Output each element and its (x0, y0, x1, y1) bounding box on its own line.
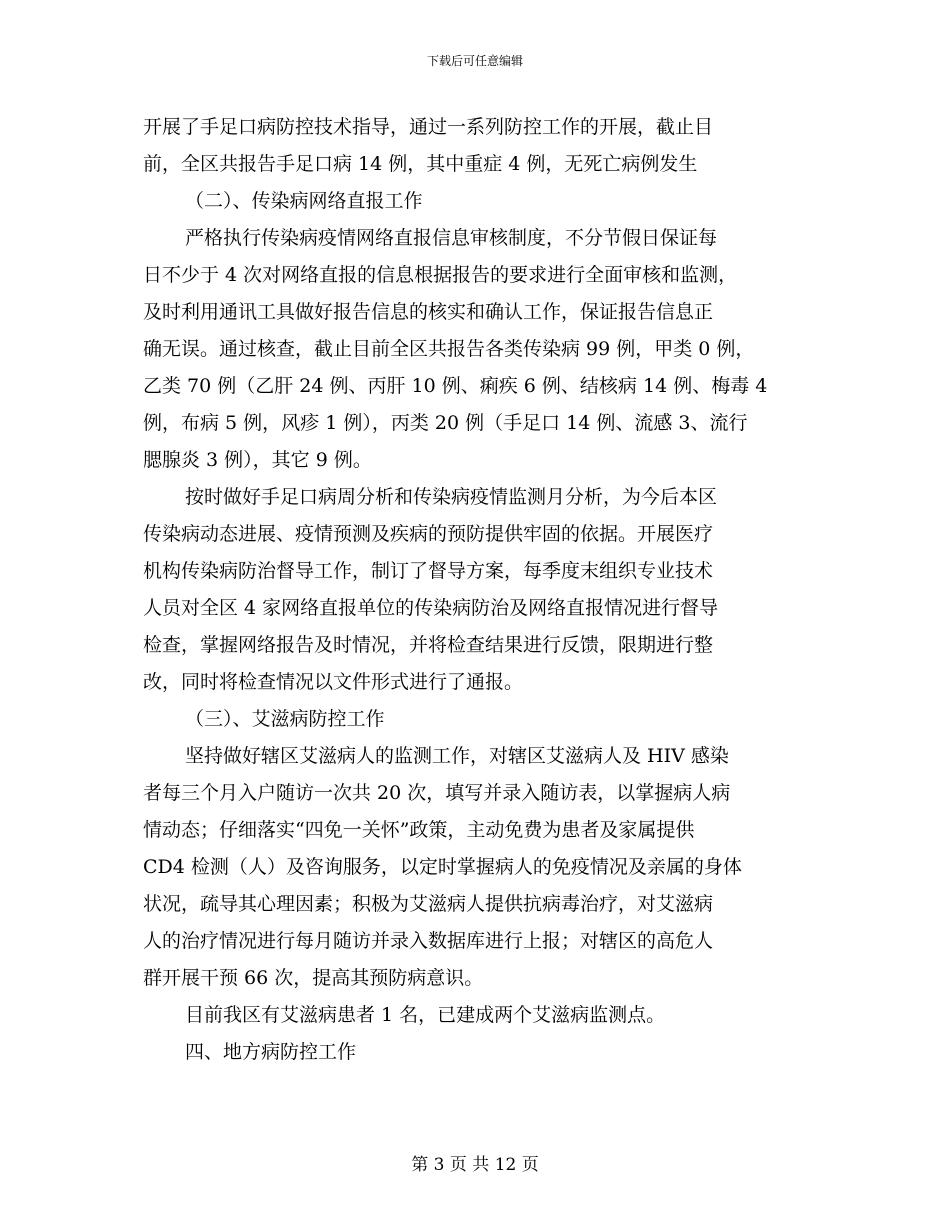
text-line: 确无误。通过核查，截止目前全区共报告各类传染病 99 例，甲类 0 例， (143, 338, 755, 360)
text-line: 日不少于 4 次对网络直报的信息根据报告的要求进行全面审核和监测， (143, 264, 738, 286)
text-line: 及时利用通讯工具做好报告信息的核实和确认工作，保证报告信息正 (143, 301, 714, 323)
text-line: 乙类 70 例（乙肝 24 例、丙肝 10 例、痢疾 6 例、结核病 14 例、梅毒 4 (143, 375, 768, 397)
text-line: 传染病动态进展、疫情预测及疾病的预防提供牢固的依据。开展医疗 (143, 523, 714, 545)
page-footer: 第 3 页 共 12 页 (411, 1155, 539, 1175)
text-line: 检查，掌握网络报告及时情况，并将检查结果进行反馈，限期进行整 (143, 634, 714, 656)
text-line: 群开展干预 66 次，提高其预防病意识。 (143, 967, 484, 989)
text-line: （二）、传染病网络直报工作 (185, 190, 423, 212)
text-line: 开展了手足口病防控技术指导，通过一系列防控工作的开展，截止目 (143, 116, 714, 138)
text-line: 者每三个月入户随访一次共 20 次，填写并录入随访表，以掌握病人病 (143, 782, 731, 804)
document-body (143, 109, 809, 1071)
text-line: 人员对全区 4 家网络直报单位的传染病防治及网络直报情况进行督导 (143, 597, 719, 619)
text-line: 目前我区有艾滋病患者 1 名，已建成两个艾滋病监测点。 (185, 1004, 666, 1026)
text-line: 腮腺炎 3 例），其它 9 例。 (143, 449, 372, 471)
text-line: CD4 检测（人）及咨询服务，以定时掌握病人的免疫情况及亲属的身体 (143, 856, 742, 878)
text-line: 机构传染病防治督导工作，制订了督导方案，每季度末组织专业技术 (143, 560, 714, 582)
text-line: 四、地方病防控工作 (185, 1041, 357, 1063)
text-line: 状况，疏导其心理因素；积极为艾滋病人提供抗病毒治疗，对艾滋病 (143, 893, 714, 915)
text-line: 改，同时将检查情况以文件形式进行了通报。 (143, 671, 524, 693)
text-line: 情动态；仔细落实“四免一关怀”政策，主动免费为患者及家属提供 (143, 819, 695, 841)
text-line: （三）、艾滋病防控工作 (185, 708, 385, 730)
text-line: 人的治疗情况进行每月随访并录入数据库进行上报；对辖区的高危人 (143, 930, 714, 952)
text-line: 例，布病 5 例，风疹 1 例），丙类 20 例（手足口 14 例、流感 3、流行 (143, 412, 748, 434)
page-header: 下载后可任意编辑 (426, 54, 523, 68)
text-line: 前，全区共报告手足口病 14 例，其中重症 4 例，无死亡病例发生 (143, 153, 698, 175)
text-line: 严格执行传染病疫情网络直报信息审核制度，不分节假日保证每 (185, 227, 718, 249)
text-line: 按时做好手足口病周分析和传染病疫情监测月分析，为今后本区 (185, 486, 718, 508)
text-line: 坚持做好辖区艾滋病人的监测工作，对辖区艾滋病人及 HIV 感染 (185, 745, 729, 767)
